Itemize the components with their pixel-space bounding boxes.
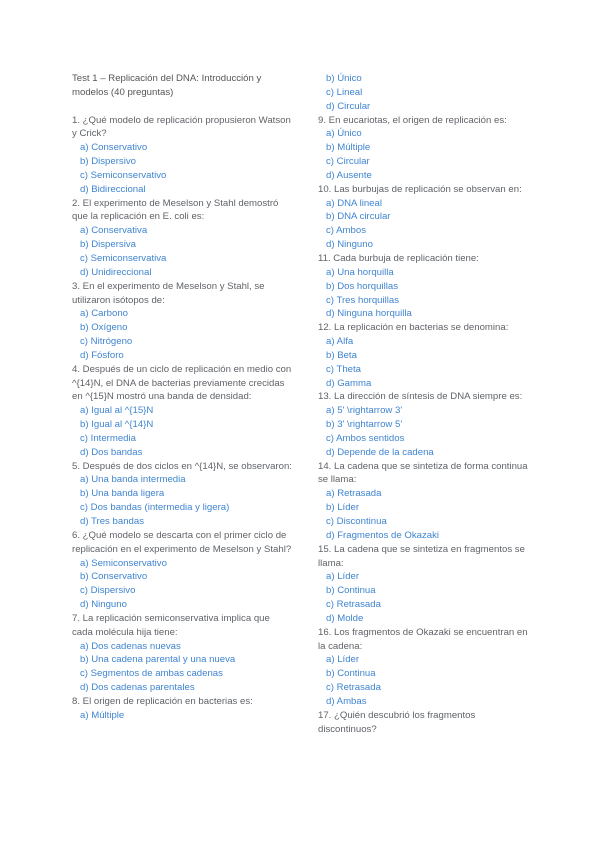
answer-option: c) Ambos: [326, 225, 366, 237]
question-text: 16. Los fragmentos de Okazaki se encuentran en la cadena:: [318, 626, 528, 652]
answer-option: d) Tres bandas: [80, 516, 144, 527]
question-block: [318, 626, 533, 709]
answer-option: b) Líder: [326, 502, 360, 514]
answer-option: c) Lineal: [326, 86, 363, 98]
question-block: [318, 543, 533, 626]
question-block: [72, 114, 292, 197]
answer-option: a) Semiconservativo: [80, 557, 167, 569]
right-question-list: [318, 72, 533, 737]
question-text: 7. La replicación semiconservativa implica que cada molécula hija tiene:: [72, 612, 270, 638]
answer-option: b) Continua: [326, 585, 376, 597]
question-text: 4. Después de un ciclo de replicación en medio con ^{14}N, el DNA de bacterias previamente crecidas en ^{15}N mostró una banda de densidad:: [72, 363, 292, 403]
answer-option: a) Una banda intermedia: [80, 474, 186, 486]
answer-option: a) Conservativo: [80, 142, 148, 154]
answer-option: b) Igual al ^{14}N: [80, 419, 154, 431]
answer-option: c) Theta: [326, 363, 362, 375]
question-block: [318, 321, 533, 390]
answer-option: c) Semiconservativa: [80, 252, 167, 264]
answer-option: c) Retrasada: [326, 599, 381, 611]
question-block: [72, 280, 292, 363]
answer-option: b) Único: [326, 73, 362, 84]
answer-option: d) Gamma: [326, 377, 372, 389]
question-text: 14. La cadena que se sintetiza de forma continua se llama:: [318, 460, 528, 486]
question-text: 9. En eucariotas, el origen de replicación es:: [318, 114, 507, 126]
question-text: 10. Las burbujas de replicación se observan en:: [318, 183, 522, 195]
answer-option: d) Ambas: [326, 695, 367, 707]
question-text: 3. En el experimento de Meselson y Stahl, se utilizaron isótopos de:: [72, 280, 265, 306]
question-block: [318, 114, 533, 183]
answer-option: d) Fragmentos de Okazaki: [326, 529, 440, 541]
answer-option: a) Conservativa: [80, 225, 148, 237]
answer-option: b) Beta: [326, 349, 357, 361]
left-column: [72, 72, 292, 723]
answer-option: c) Intermedia: [80, 432, 136, 444]
answer-option: b) Múltiple: [326, 142, 371, 154]
question-block: [72, 612, 292, 695]
answer-option: d) Ninguno: [80, 599, 127, 611]
answer-option: a) Carbono: [80, 308, 128, 320]
answer-option: c) Segmentos de ambas cadenas: [80, 668, 223, 680]
answer-option: c) Tres horquillas: [326, 294, 400, 306]
answer-option: d) Unidireccional: [80, 266, 152, 278]
question-text: 13. La dirección de síntesis de DNA siempre es:: [318, 391, 523, 403]
answer-option: b) DNA circular: [326, 211, 391, 223]
answer-option: c) Circular: [326, 156, 370, 168]
answer-option: d) Bidireccional: [80, 183, 146, 195]
question-text: 5. Después de dos ciclos en ^{14}N, se observaron:: [72, 460, 292, 472]
question-text: 2. El experimento de Meselson y Stahl demostró que la replicación en E. coli es:: [72, 197, 279, 223]
answer-option: a) Dos cadenas nuevas: [80, 640, 181, 652]
answer-option: a) Alfa: [326, 336, 354, 348]
question-text: 6. ¿Qué modelo se descarta con el primer ciclo de replicación en el experimento de Meselson y Stahl?: [72, 529, 292, 555]
answer-option: c) Ambos sentidos: [326, 432, 405, 444]
answer-option: c) Discontinua: [326, 516, 387, 527]
answer-option: b) Continua: [326, 668, 376, 680]
answer-option: d) Ninguna horquilla: [326, 308, 412, 320]
answer-option: d) Dos bandas: [80, 446, 143, 458]
answer-option: a) Retrasada: [326, 488, 382, 500]
answer-option: a) Una horquilla: [326, 266, 394, 278]
answer-option: b) Dispersivo: [80, 156, 136, 168]
question-text: 15. La cadena que se sintetiza en fragmentos se llama:: [318, 543, 525, 569]
answer-option: c) Nitrógeno: [80, 336, 133, 348]
question-block: [318, 709, 533, 737]
question-text: 17. ¿Quién descubrió los fragmentos discontinuos?: [318, 709, 476, 735]
answer-option: d) Molde: [326, 612, 364, 624]
question-block: [318, 183, 533, 252]
answer-option: a) Único: [326, 128, 362, 140]
question-text: 1. ¿Qué modelo de replicación propusieron Watson y Crick?: [72, 114, 291, 140]
answer-option: c) Dispersivo: [80, 585, 136, 597]
answer-option: d) Ausente: [326, 169, 372, 181]
question-block: [318, 390, 533, 459]
question-text: 12. La replicación en bacterias se denomina:: [318, 322, 509, 334]
answer-option: a) DNA lineal: [326, 197, 382, 209]
answer-option: b) Oxígeno: [80, 322, 128, 334]
question-block: [72, 363, 292, 460]
answer-option: a) Líder: [326, 654, 360, 666]
question-block: [318, 252, 533, 321]
answer-option: a) Igual al ^{15}N: [80, 405, 154, 417]
answer-option: b) 3' \rightarrow 5': [326, 419, 403, 431]
answer-option: c) Semiconservativo: [80, 169, 167, 181]
question-block: [318, 72, 533, 114]
question-block: [72, 460, 292, 529]
right-column: [318, 72, 533, 737]
question-block: [72, 197, 292, 280]
answer-option: d) Circular: [326, 100, 371, 112]
left-question-list: [72, 114, 292, 723]
question-block: [72, 695, 292, 723]
answer-option: c) Retrasada: [326, 682, 381, 694]
document-title: Test 1 – Replicación del DNA: Introducción y modelos (40 preguntas): [72, 73, 262, 98]
answer-option: d) Ninguno: [326, 239, 373, 251]
answer-option: c) Dos bandas (intermedia y ligera): [80, 502, 230, 514]
question-text: 11. Cada burbuja de replicación tiene:: [318, 252, 479, 264]
question-block: [72, 529, 292, 612]
answer-option: a) Líder: [326, 571, 360, 583]
question-block: [318, 460, 533, 543]
answer-option: b) Dispersiva: [80, 239, 136, 251]
answer-option: d) Fósforo: [80, 349, 124, 361]
answer-option: b) Dos horquillas: [326, 280, 398, 292]
answer-option: d) Dos cadenas parentales: [80, 682, 195, 694]
answer-option: d) Depende de la cadena: [326, 446, 434, 458]
answer-option: a) Múltiple: [80, 709, 125, 721]
answer-option: a) 5' \rightarrow 3': [326, 405, 403, 417]
answer-option: b) Una banda ligera: [80, 488, 165, 500]
question-text: 8. El origen de replicación en bacterias es:: [72, 695, 253, 707]
answer-option: b) Una cadena parental y una nueva: [80, 654, 236, 666]
answer-option: b) Conservativo: [80, 571, 148, 583]
